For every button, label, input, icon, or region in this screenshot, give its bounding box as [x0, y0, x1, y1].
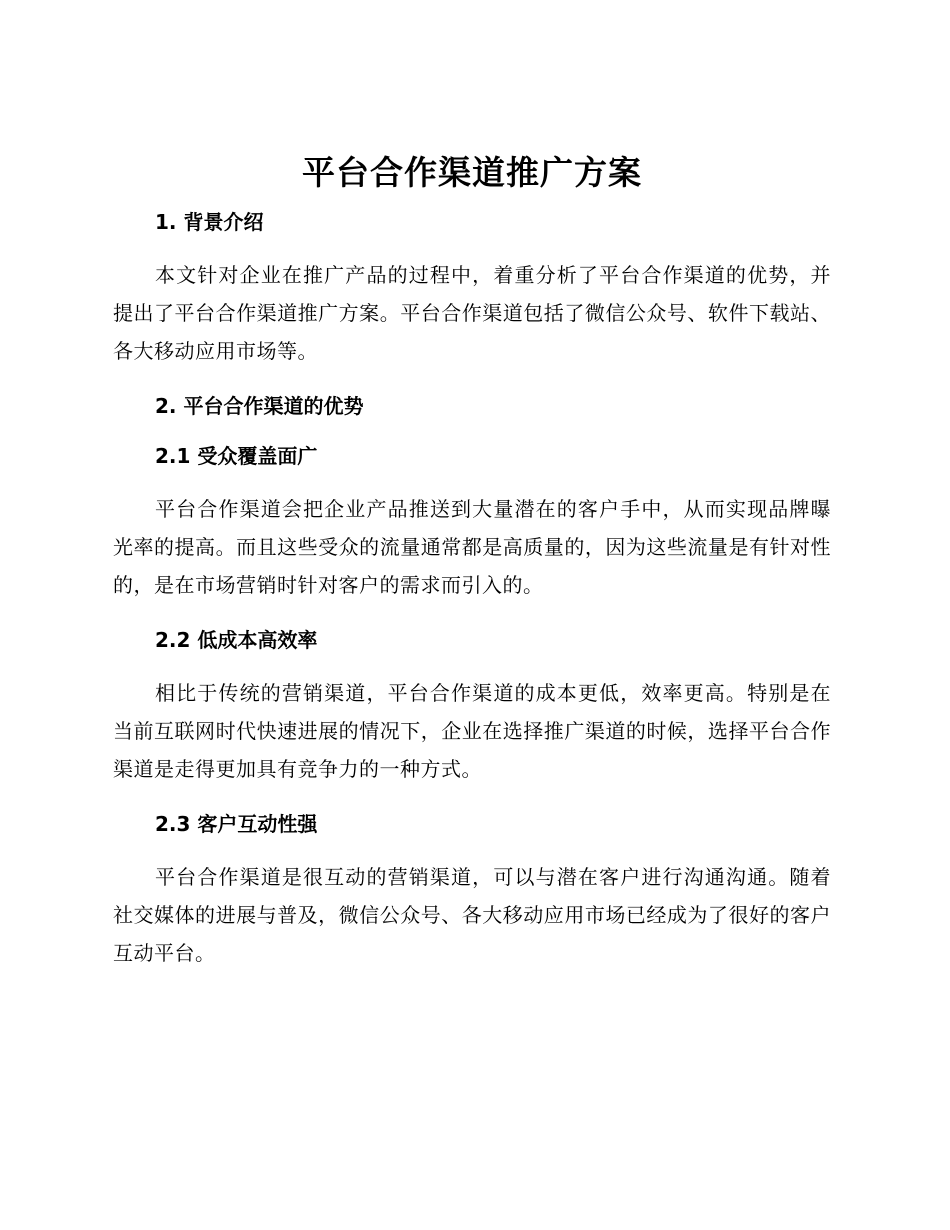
- section-paragraph-background: 本文针对企业在推广产品的过程中，着重分析了平台合作渠道的优势，并提出了平台合作渠道推广方案。平台合作渠道包括了微信公众号、软件下载站、各大移动应用市场等。: [113, 263, 831, 363]
- section-heading-advantages: 2. 平台合作渠道的优势: [155, 394, 364, 418]
- subsection-paragraph-interaction: 平台合作渠道是很互动的营销渠道，可以与潜在客户进行沟通沟通。随着社交媒体的进展与普及，微信公众号、各大移动应用市场已经成为了很好的客户互动平台。: [113, 865, 831, 965]
- document-title: 平台合作渠道推广方案: [302, 153, 642, 192]
- section-heading-background: 1. 背景介绍: [155, 210, 264, 234]
- subsection-heading-cost: 2.2 低成本高效率: [155, 628, 318, 652]
- subsection-paragraph-audience: 平台合作渠道会把企业产品推送到大量潜在的客户手中，从而实现品牌曝光率的提高。而且这些受众的流量通常都是高质量的，因为这些流量是有针对性的，是在市场营销时针对客户的需求而引入的。: [113, 497, 831, 597]
- subsection-heading-interaction: 2.3 客户互动性强: [155, 812, 318, 836]
- document-body: [113, 150, 831, 972]
- subsection-paragraph-cost: 相比于传统的营销渠道，平台合作渠道的成本更低，效率更高。特别是在当前互联网时代快速进展的情况下，企业在选择推广渠道的时候，选择平台合作渠道是走得更加具有竞争力的一种方式。: [113, 681, 831, 781]
- subsection-heading-audience: 2.1 受众覆盖面广: [155, 444, 318, 468]
